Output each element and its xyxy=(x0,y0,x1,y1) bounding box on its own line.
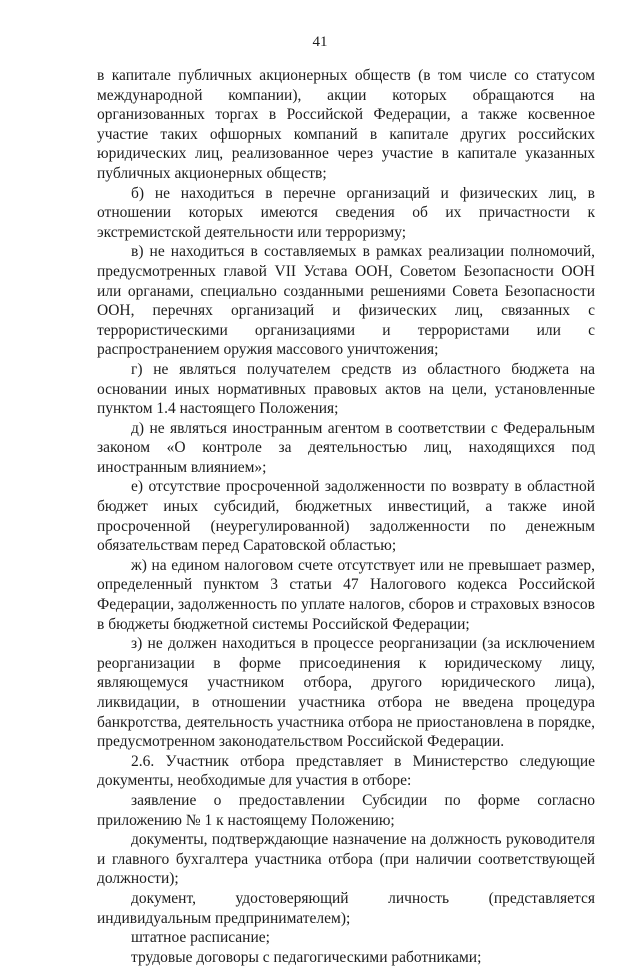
paragraph-item-g: г) не являться получателем средств из областного бюджета на основании иных нормативных правовых актов на цели, установленные пунктом 1.4 настоящего Положения; xyxy=(97,360,595,418)
document-list-item: документы, подтверждающие назначение на должность руководителя и главного бухгалтера участника отбора (при наличии соответствующей должности); xyxy=(97,831,595,888)
document-list-item: штатное расписание; xyxy=(131,929,270,947)
document-body xyxy=(97,66,595,967)
paragraph-item-v: в) не находиться в составляемых в рамках реализации полномочий, предусмотренных главой VII Устава ООН, Советом Безопасности ООН или органами, специально созданными решениями Совета Безопасности ООН, перечнях организаций и физических лиц, связанных с террористическими организациями и террористами или с распространением оружия массового уничтожения; xyxy=(97,243,595,359)
paragraph-item-z: з) не должен находиться в процессе реорганизации (за исключением реорганизации в форме присоединения к юридическому лицу, являющемуся участником отбора, другого юридического лица), ликвидации, в отношении участника отбора не введена процедура банкротства, деятельность участника отбора не приостановлена в порядке, предусмотренном законодательством Российской Федерации. xyxy=(97,635,595,751)
page-number: 41 xyxy=(312,34,328,50)
paragraph-continuation: в капитале публичных акционерных обществ (в том числе со статусом международной компании), акции которых обращаются на организованных торгах в Российской Федерации, а также косвенное участие таких офшорных компаний в капитале других российских юридических лиц, реализованное через участие в капитале указанных публичных акционерных обществ; xyxy=(97,67,595,182)
document-list-item: документ, удостоверяющий личность (представляется индивидуальным предпринимателем); xyxy=(97,889,595,927)
document-list-item: заявление о предоставлении Субсидии по форме согласно приложению № 1 к настоящему Положению; xyxy=(97,791,595,829)
paragraph-item-e: е) отсутствие просроченной задолженности по возврату в областной бюджет иных субсидий, бюджетных инвестиций, а также иной просроченной (неурегулированной) задолженности по денежным обязательствам перед Саратовской областью; xyxy=(97,478,595,555)
document-list-item: трудовые договоры с педагогическими работниками; xyxy=(131,948,482,966)
paragraph-item-zh: ж) на едином налоговом счете отсутствует или не превышает размер, определенный пунктом 3 статьи 47 Налогового кодекса Российской Федерации, задолженность по уплате налогов, сборов и страховых взносов в бюджеты бюджетной системы Российской Федерации; xyxy=(97,556,595,633)
paragraph-item-d: д) не являться иностранным агентом в соответствии с Федеральным законом «О контроле за деятельностью лиц, находящихся под иностранным влиянием»; xyxy=(97,419,595,476)
paragraph-item-b: б) не находиться в перечне организаций и физических лиц, в отношении которых имеются сведения об их причастности к экстремистской деятельности или терроризму; xyxy=(97,184,595,241)
paragraph-section-2-6: 2.6. Участник отбора представляет в Министерство следующие документы, необходимые для участия в отборе: xyxy=(97,752,595,790)
